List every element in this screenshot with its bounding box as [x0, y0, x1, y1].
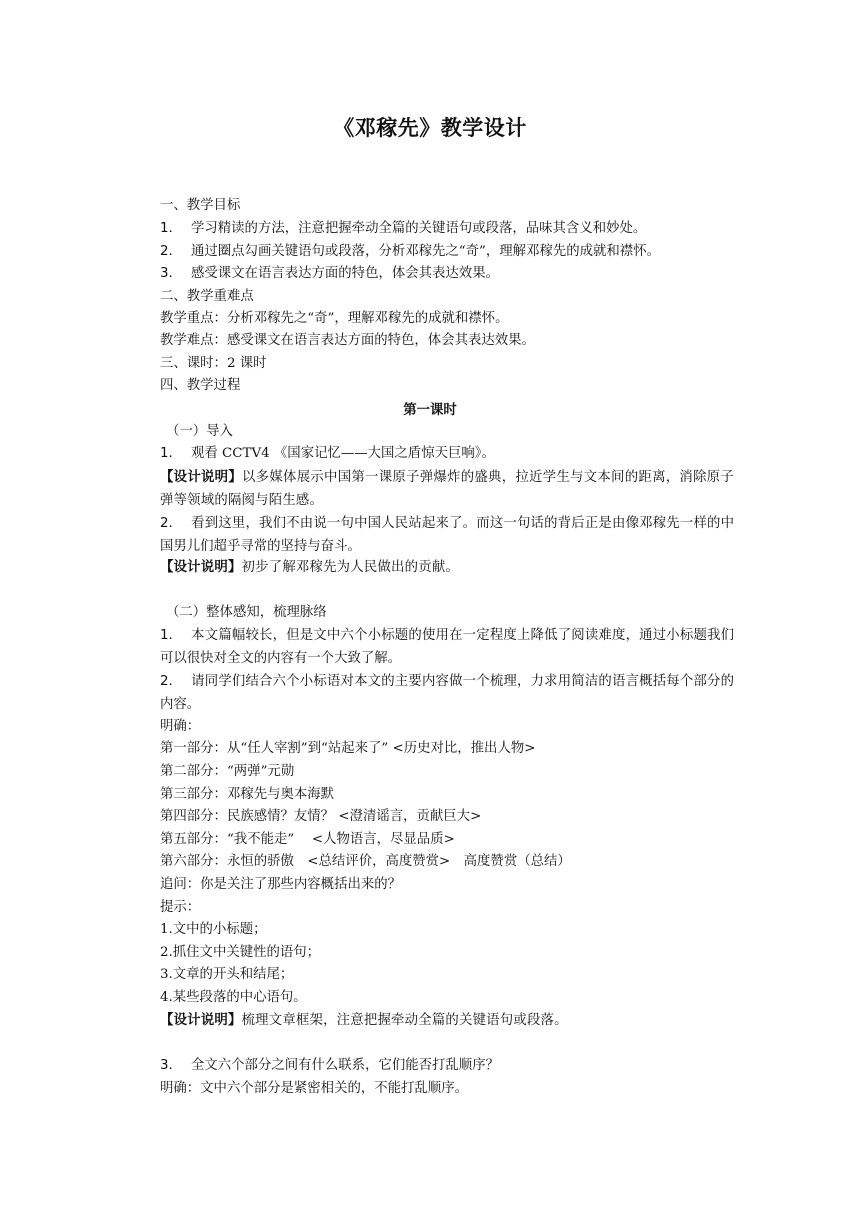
overview-item-1	[160, 624, 734, 670]
list-number: 1.	[160, 628, 173, 643]
design-note-2	[160, 557, 734, 578]
hint-item-3: 3.文章的开头和结尾；	[160, 967, 294, 982]
overview-item-2	[160, 670, 734, 716]
design-note-label: 【设计说明】	[160, 1013, 242, 1028]
difficulty-text: 教学难点：感受课文在语言表达方面的特色，体会其表达效果。	[160, 333, 535, 348]
list-text: 学习精读的方法，注意把握牵动全篇的关键语句或段落，品味其含义和妙处。	[191, 221, 647, 236]
design-note-text: 以多媒体展示中国第一课原子弹爆炸的盛典，拉近学生与文本间的距离，消除原子弹等领域的隔阂与陌生感。	[160, 470, 734, 508]
overview-item-3	[160, 1055, 734, 1076]
part-heading-overview: （二）整体感知，梳理脉络	[166, 605, 327, 620]
hint-item-4: 4.某些段落的中心语句。	[160, 990, 307, 1005]
design-note-3	[160, 1010, 734, 1031]
list-text: 请同学们结合六个小标语对本文的主要内容做一个梳理，力求用简洁的语言概括每个部分的内容。	[160, 674, 734, 712]
part-summary-3: 第三部分：邓稼先与奥本海默	[160, 787, 335, 802]
list-number: 2.	[160, 244, 173, 259]
intro-item-1	[160, 443, 734, 464]
section-heading-key-points: 二、教学重难点	[160, 289, 254, 304]
section-heading-process: 四、教学过程	[160, 378, 241, 393]
list-text: 感受课文在语言表达方面的特色，体会其表达效果。	[191, 266, 499, 281]
design-note-text: 梳理文章框架，注意把握牵动全篇的关键语句或段落。	[241, 1013, 568, 1028]
key-point-text: 教学重点：分析邓稼先之“奇”，理解邓稼先的成就和襟怀。	[160, 311, 509, 326]
design-note-1	[160, 466, 734, 512]
list-text: 看到这里，我们不由说一句中国人民站起来了。而这一句话的背后正是由像邓稼先一样的中国男儿们超乎寻常的坚持与奋斗。	[160, 516, 734, 554]
part-heading-intro: （一）导入	[166, 424, 233, 439]
document-title: 《邓稼先》教学设计	[333, 116, 527, 140]
objective-item-2	[160, 241, 734, 262]
design-note-label: 【设计说明】	[160, 470, 243, 485]
hint-item-2: 2.抓住文中关键性的语句；	[160, 945, 321, 960]
part-summary-4: 第四部分：民族感情？友情？ <澄清谣言，贡献巨大>	[160, 809, 482, 824]
list-text: 本文篇幅较长，但是文中六个小标题的使用在一定程度上降低了阅读难度，通过小标题我们可以很快对全文的内容有一个大致了解。	[160, 628, 734, 666]
hint-item-1: 1.文中的小标题；	[160, 922, 267, 937]
list-number: 3.	[160, 1058, 173, 1073]
list-text: 观看 CCTV4 《国家记忆——大国之盾惊天巨响》。	[191, 446, 495, 461]
follow-up-question: 追问：你是关注了那些内容概括出来的？	[160, 877, 402, 892]
design-note-label: 【设计说明】	[160, 560, 242, 575]
design-note-text: 初步了解邓稼先为人民做出的贡献。	[241, 560, 459, 575]
objective-item-3	[160, 263, 734, 284]
list-number: 1.	[160, 221, 173, 236]
part-summary-2: 第二部分：“两弹”元勋	[160, 764, 295, 779]
objective-item-1	[160, 218, 734, 239]
part-summary-5: 第五部分：“我不能走” <人物语言，尽显品质>	[160, 832, 455, 847]
part-summary-6: 第六部分：永恒的骄傲 <总结评价，高度赞赏> 高度赞赏（总结）	[160, 854, 571, 869]
section-heading-class-hours: 三、课时：2 课时	[160, 356, 267, 371]
section-heading-objectives: 一、教学目标	[160, 198, 241, 213]
list-text: 通过圈点勾画关键语句或段落，分析邓稼先之“奇”，理解邓稼先的成就和襟怀。	[191, 244, 660, 259]
list-number: 3.	[160, 266, 173, 281]
list-number: 2.	[160, 674, 173, 689]
clarify-label: 明确：	[160, 719, 201, 734]
list-number: 2.	[160, 516, 173, 531]
clarify-answer: 明确：文中六个部分是紧密相关的，不能打乱顺序。	[160, 1081, 468, 1096]
hint-label: 提示：	[160, 900, 201, 915]
lesson-one-heading: 第一课时	[403, 403, 457, 418]
list-text: 全文六个部分之间有什么联系，它们能否打乱顺序？	[191, 1058, 499, 1073]
intro-item-2	[160, 512, 734, 558]
list-number: 1.	[160, 446, 173, 461]
part-summary-1: 第一部分：从“任人宰割”到“站起来了” <历史对比，推出人物>	[160, 741, 536, 756]
